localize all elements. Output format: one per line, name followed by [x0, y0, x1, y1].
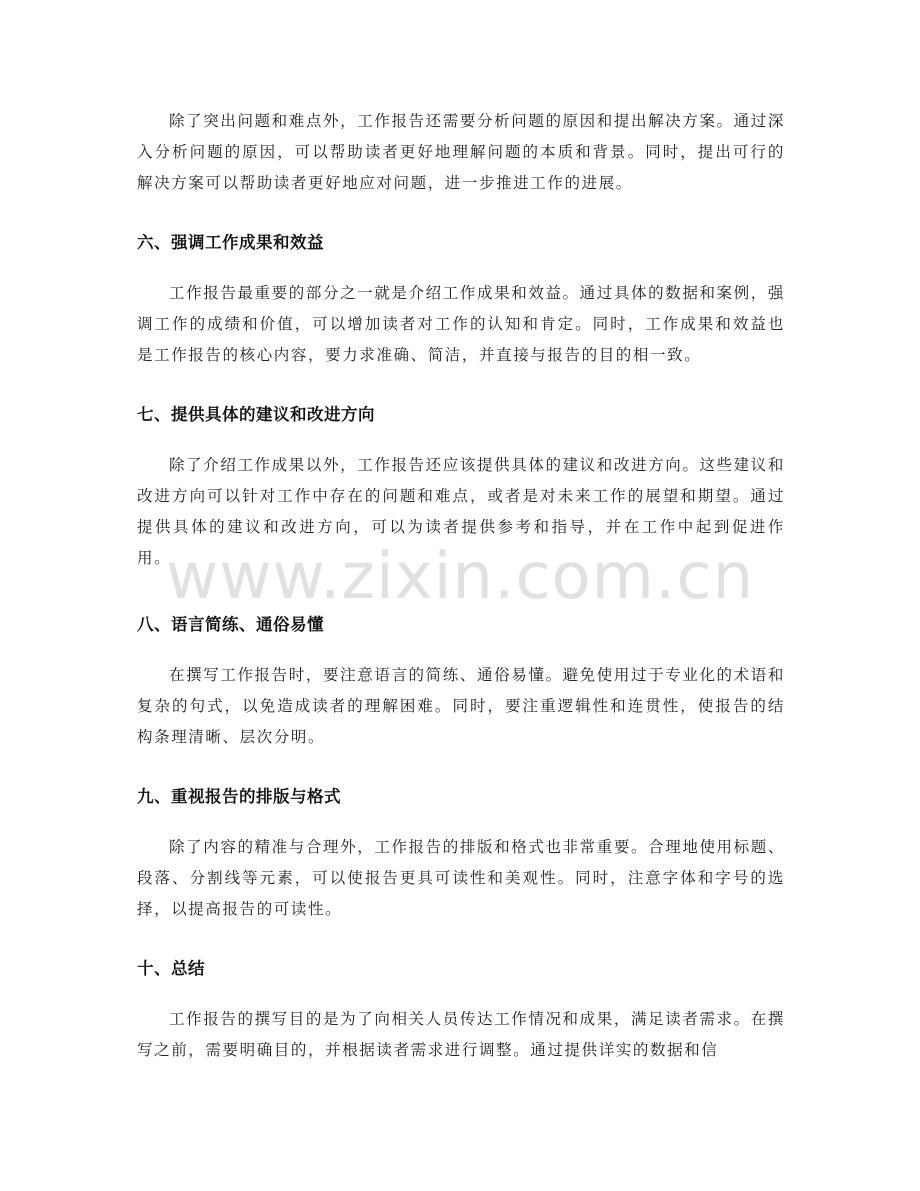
- section-8: [137, 611, 785, 639]
- section-6-body: [137, 278, 785, 371]
- section-7: [137, 401, 785, 429]
- section-9-heading: 九、重视报告的排版与格式: [137, 787, 341, 806]
- watermark: www.zixin.com.cn: [165, 540, 755, 614]
- section-10-heading: 十、总结: [137, 959, 205, 978]
- section-7-paragraph: 除了介绍工作成果以外，工作报告还应该提供具体的建议和改进方向。这些建议和改进方向可以针对工作中存在的问题和难点，或者是对未来工作的展望和期望。通过提供具体的建议和改进方向，可以为读者提供参考和指导，并在工作中起到促进作用。: [137, 456, 785, 567]
- section-6-paragraph: 工作报告最重要的部分之一就是介绍工作成果和效益。通过具体的数据和案例，强调工作的成绩和价值，可以增加读者对工作的认知和肯定。同时，工作成果和效益也是工作报告的核心内容，要力求准确、简洁，并直接与报告的目的相一致。: [137, 284, 785, 364]
- section-9-body: [137, 832, 785, 925]
- section-6: [137, 229, 785, 257]
- section-7-heading: 七、提供具体的建议和改进方向: [137, 405, 375, 424]
- section-10-paragraph: 工作报告的撰写目的是为了向相关人员传达工作情况和成果，满足读者需求。在撰写之前，需要明确目的，并根据读者需求进行调整。通过提供详实的数据和信: [137, 1010, 785, 1059]
- section-8-paragraph: 在撰写工作报告时，要注意语言的简练、通俗易懂。避免使用过于专业化的术语和复杂的句式，以免造成读者的理解困难。同时，要注重逻辑性和连贯性，使报告的结构条理清晰、层次分明。: [137, 666, 785, 746]
- section-10-body: [137, 1004, 785, 1066]
- intro-section: [137, 106, 785, 199]
- section-7-body: [137, 450, 785, 574]
- section-8-body: [137, 660, 785, 753]
- section-6-heading: 六、强调工作成果和效益: [137, 233, 324, 252]
- section-8-heading: 八、语言简练、通俗易懂: [137, 615, 324, 634]
- section-9-paragraph: 除了内容的精准与合理外，工作报告的排版和格式也非常重要。合理地使用标题、段落、分割线等元素，可以使报告更具可读性和美观性。同时，注意字体和字号的选择，以提高报告的可读性。: [137, 838, 785, 918]
- section-10: [137, 955, 785, 983]
- intro-paragraph: 除了突出问题和难点外，工作报告还需要分析问题的原因和提出解决方案。通过深入分析问题的原因，可以帮助读者更好地理解问题的本质和背景。同时，提出可行的解决方案可以帮助读者更好地应对问题，进一步推进工作的进展。: [137, 112, 785, 192]
- section-9: [137, 783, 785, 811]
